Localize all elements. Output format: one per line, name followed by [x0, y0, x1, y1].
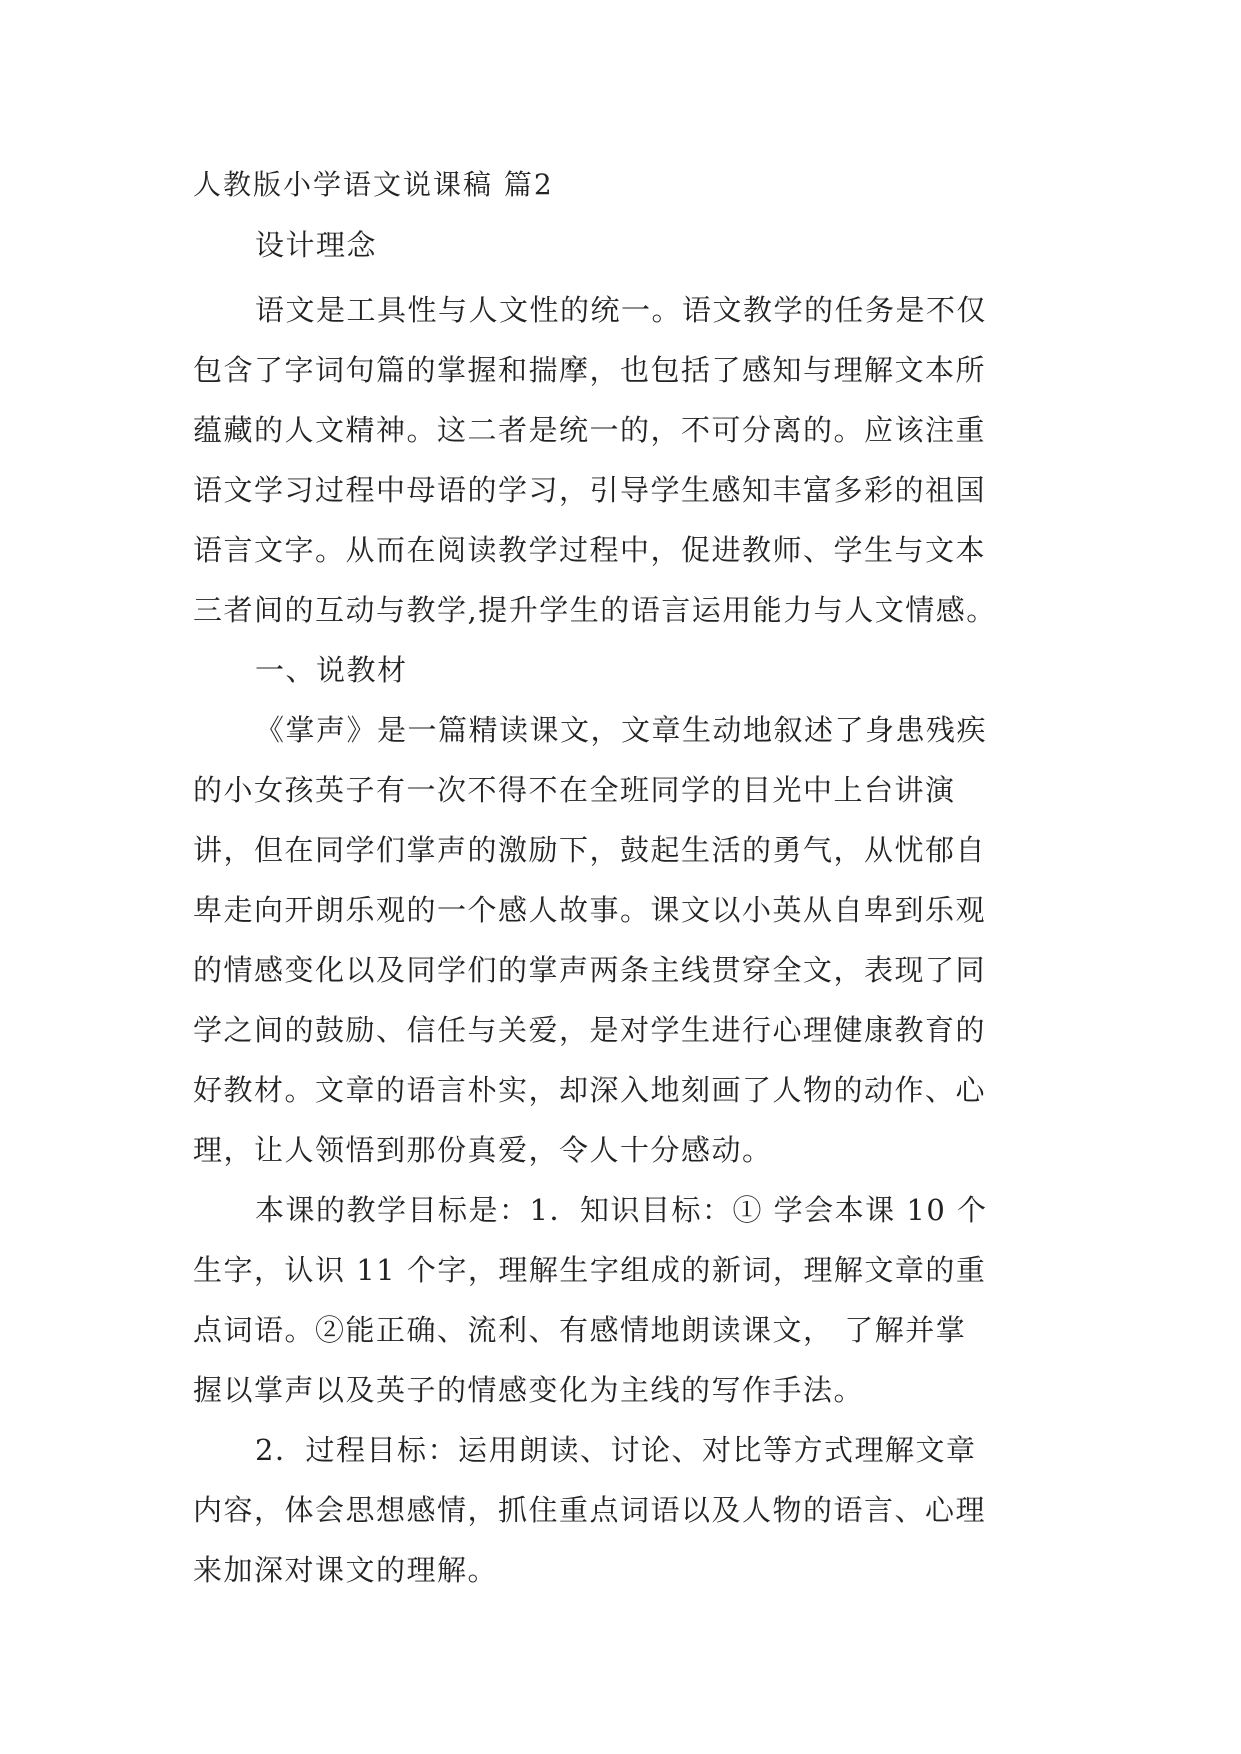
paragraph-line: 的小女孩英子有一次不得不在全班同学的目光中上台讲演 — [193, 773, 956, 807]
document-title: 人教版小学语文说课稿 篇2 — [193, 168, 554, 201]
paragraph-line: 点词语。②能正确、流利、有感情地朗读课文， 了解并掌 — [193, 1313, 967, 1347]
paragraph-line: 卑走向开朗乐观的一个感人故事。课文以小英从自卑到乐观 — [193, 893, 987, 927]
paragraph-line: 本课的教学目标是：1．知识目标：① 学会本课 10 个 — [255, 1193, 988, 1227]
section-heading-textbook: 一、说教材 — [255, 653, 408, 687]
paragraph-line: 蕴藏的人文精神。这二者是统一的，不可分离的。应该注重 — [193, 413, 987, 447]
paragraph-line: 语言文字。从而在阅读教学过程中，促进教师、学生与文本 — [193, 533, 987, 567]
paragraph-line: 学之间的鼓励、信任与关爱，是对学生进行心理健康教育的 — [193, 1013, 987, 1047]
paragraph-line: 理，让人领悟到那份真爱，令人十分感动。 — [193, 1133, 773, 1167]
paragraph-line: 2．过程目标：运用朗读、讨论、对比等方式理解文章 — [255, 1433, 977, 1467]
paragraph-line: 《掌声》是一篇精读课文，文章生动地叙述了身患残疾 — [255, 713, 988, 747]
paragraph-line: 生字，认识 11 个字，理解生字组成的新词，理解文章的重 — [193, 1253, 987, 1287]
paragraph-line: 好教材。文章的语言朴实，却深入地刻画了人物的动作、心 — [193, 1073, 987, 1107]
section-heading-design-concept: 设计理念 — [255, 228, 378, 262]
paragraph-line: 内容，体会思想感情，抓住重点词语以及人物的语言、心理 — [193, 1493, 987, 1527]
paragraph-line: 握以掌声以及英子的情感变化为主线的写作手法。 — [193, 1373, 865, 1407]
paragraph-line: 语文是工具性与人文性的统一。语文教学的任务是不仅 — [255, 293, 988, 327]
paragraph-line: 的情感变化以及同学们的掌声两条主线贯穿全文，表现了同 — [193, 953, 987, 987]
paragraph-line: 语文学习过程中母语的学习，引导学生感知丰富多彩的祖国 — [193, 473, 987, 507]
paragraph-line: 来加深对课文的理解。 — [193, 1553, 499, 1587]
paragraph-line: 包含了字词句篇的掌握和揣摩，也包括了感知与理解文本所 — [193, 353, 987, 387]
paragraph-line: 三者间的互动与教学,提升学生的语言运用能力与人文情感。 — [193, 593, 997, 627]
paragraph-line: 讲，但在同学们掌声的激励下，鼓起生活的勇气，从忧郁自 — [193, 833, 987, 867]
